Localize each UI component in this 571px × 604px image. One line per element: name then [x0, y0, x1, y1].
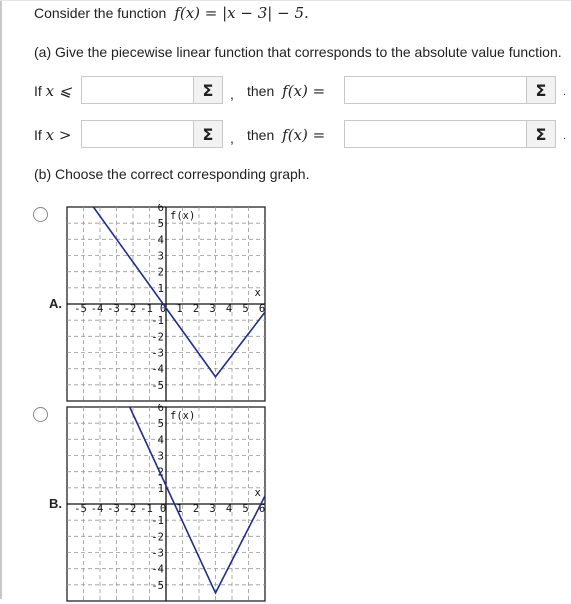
x-tick-label: -2 — [123, 503, 137, 515]
row1-expression-sigma-button[interactable] — [526, 77, 555, 103]
row2-condition-label — [34, 126, 71, 144]
row1-then-label — [247, 82, 325, 100]
x-tick-label: -5 — [74, 303, 87, 315]
row2-then-text: then — [247, 127, 275, 143]
part-b-prompt: (b) Choose the correct corresponding graph. — [34, 166, 310, 182]
y-tick-label: -3 — [151, 547, 164, 560]
y-tick-label: -3 — [151, 347, 164, 360]
x-tick-label: -3 — [107, 303, 120, 315]
row1-trailing-mark: . — [563, 86, 567, 98]
x-tick-label: -4 — [90, 503, 104, 515]
x-tick-label: 4 — [225, 503, 233, 515]
x-axis-label: x — [254, 287, 261, 299]
row2-expression-sigma-button[interactable] — [526, 121, 555, 147]
row2-fx-text: f(x) = — [282, 126, 326, 144]
x-tick-label: 6 — [258, 503, 266, 515]
row2-condition-input[interactable] — [81, 120, 223, 148]
row2-comma: , — [230, 130, 234, 146]
y-tick-label: 4 — [157, 234, 164, 247]
part-a-prompt: (a) Give the piecewise linear function that corresponds to the absolute value function. — [34, 44, 562, 60]
x-tick-label: 5 — [242, 503, 249, 515]
x-tick-label: 2 — [192, 303, 200, 315]
intro-text: Consider the function — [34, 5, 167, 21]
sigma-icon: Σ — [535, 124, 547, 144]
x-axis-label: x — [254, 487, 261, 499]
sigma-icon: Σ — [535, 80, 547, 100]
x-tick-label: -2 — [123, 303, 137, 315]
x-tick-label: 1 — [176, 503, 183, 515]
x-tick-label: 6 — [258, 303, 266, 315]
top-divider — [0, 0, 571, 1]
y-tick-label: 3 — [157, 250, 164, 263]
option-a-graph[interactable] — [64, 204, 268, 404]
function-definition: f(x) = |x − 3| − 5. — [174, 4, 309, 22]
x-tick-label: 3 — [209, 303, 216, 315]
y-tick-label: 5 — [157, 418, 164, 431]
row2-trailing-mark: . — [563, 130, 567, 142]
row2-condition-sigma-button[interactable] — [193, 121, 222, 147]
row2-if-text: If — [34, 127, 42, 143]
option-a-radio[interactable] — [33, 207, 48, 222]
x-tick-label: -5 — [74, 503, 87, 515]
y-tick-label: 1 — [157, 482, 164, 495]
x-tick-label: 0 — [159, 503, 167, 515]
row1-condition-label — [34, 82, 71, 100]
y-tick-label: -5 — [151, 379, 164, 392]
x-tick-label: 2 — [192, 503, 200, 515]
x-tick-label: 3 — [209, 503, 216, 515]
y-tick-label: -2 — [151, 531, 164, 544]
option-a-label: A. — [49, 296, 62, 311]
y-axis-label: f(x) — [170, 210, 196, 223]
y-tick-label: -5 — [151, 579, 164, 592]
row1-then-text: then — [247, 83, 275, 99]
row1-cond-text: x ⩽ — [45, 82, 72, 100]
y-tick-label: 2 — [157, 466, 164, 479]
y-axis-label: f(x) — [170, 410, 196, 423]
row2-expression-input[interactable] — [344, 120, 556, 148]
y-tick-label: 3 — [157, 450, 164, 463]
sigma-icon: Σ — [202, 80, 214, 100]
y-tick-label: 2 — [157, 266, 164, 279]
left-frame-border — [0, 0, 2, 599]
y-tick-label: 4 — [157, 434, 164, 447]
x-tick-label: -4 — [90, 303, 104, 315]
row1-comma: , — [230, 86, 234, 102]
x-tick-label: 1 — [176, 303, 183, 315]
row1-if-text: If — [34, 83, 42, 99]
y-tick-label: 1 — [157, 282, 164, 295]
row1-condition-input[interactable] — [81, 76, 223, 104]
y-tick-label: 6 — [157, 204, 164, 214]
y-tick-label: -2 — [151, 331, 164, 344]
y-tick-label: -4 — [151, 363, 164, 376]
y-tick-label: 6 — [157, 404, 164, 414]
row2-then-label — [247, 126, 325, 144]
x-tick-label: -3 — [107, 503, 120, 515]
row1-fx-text: f(x) = — [282, 82, 326, 100]
row2-cond-text: x > — [45, 126, 72, 144]
x-tick-label: 5 — [242, 303, 249, 315]
y-tick-label: -4 — [151, 563, 164, 576]
y-tick-label: -1 — [151, 315, 164, 328]
x-tick-label: 0 — [159, 303, 167, 315]
sigma-icon: Σ — [202, 124, 214, 144]
row1-expression-input[interactable] — [344, 76, 556, 104]
question-intro — [34, 4, 309, 22]
option-b-label: B. — [49, 496, 62, 511]
x-tick-label: -1 — [140, 303, 153, 315]
x-tick-label: -1 — [140, 503, 153, 515]
x-tick-label: 4 — [225, 303, 233, 315]
row1-condition-sigma-button[interactable] — [193, 77, 222, 103]
option-b-radio[interactable] — [33, 407, 48, 422]
y-tick-label: -1 — [151, 515, 164, 528]
option-b-graph[interactable] — [64, 404, 268, 604]
y-tick-label: 5 — [157, 218, 164, 231]
